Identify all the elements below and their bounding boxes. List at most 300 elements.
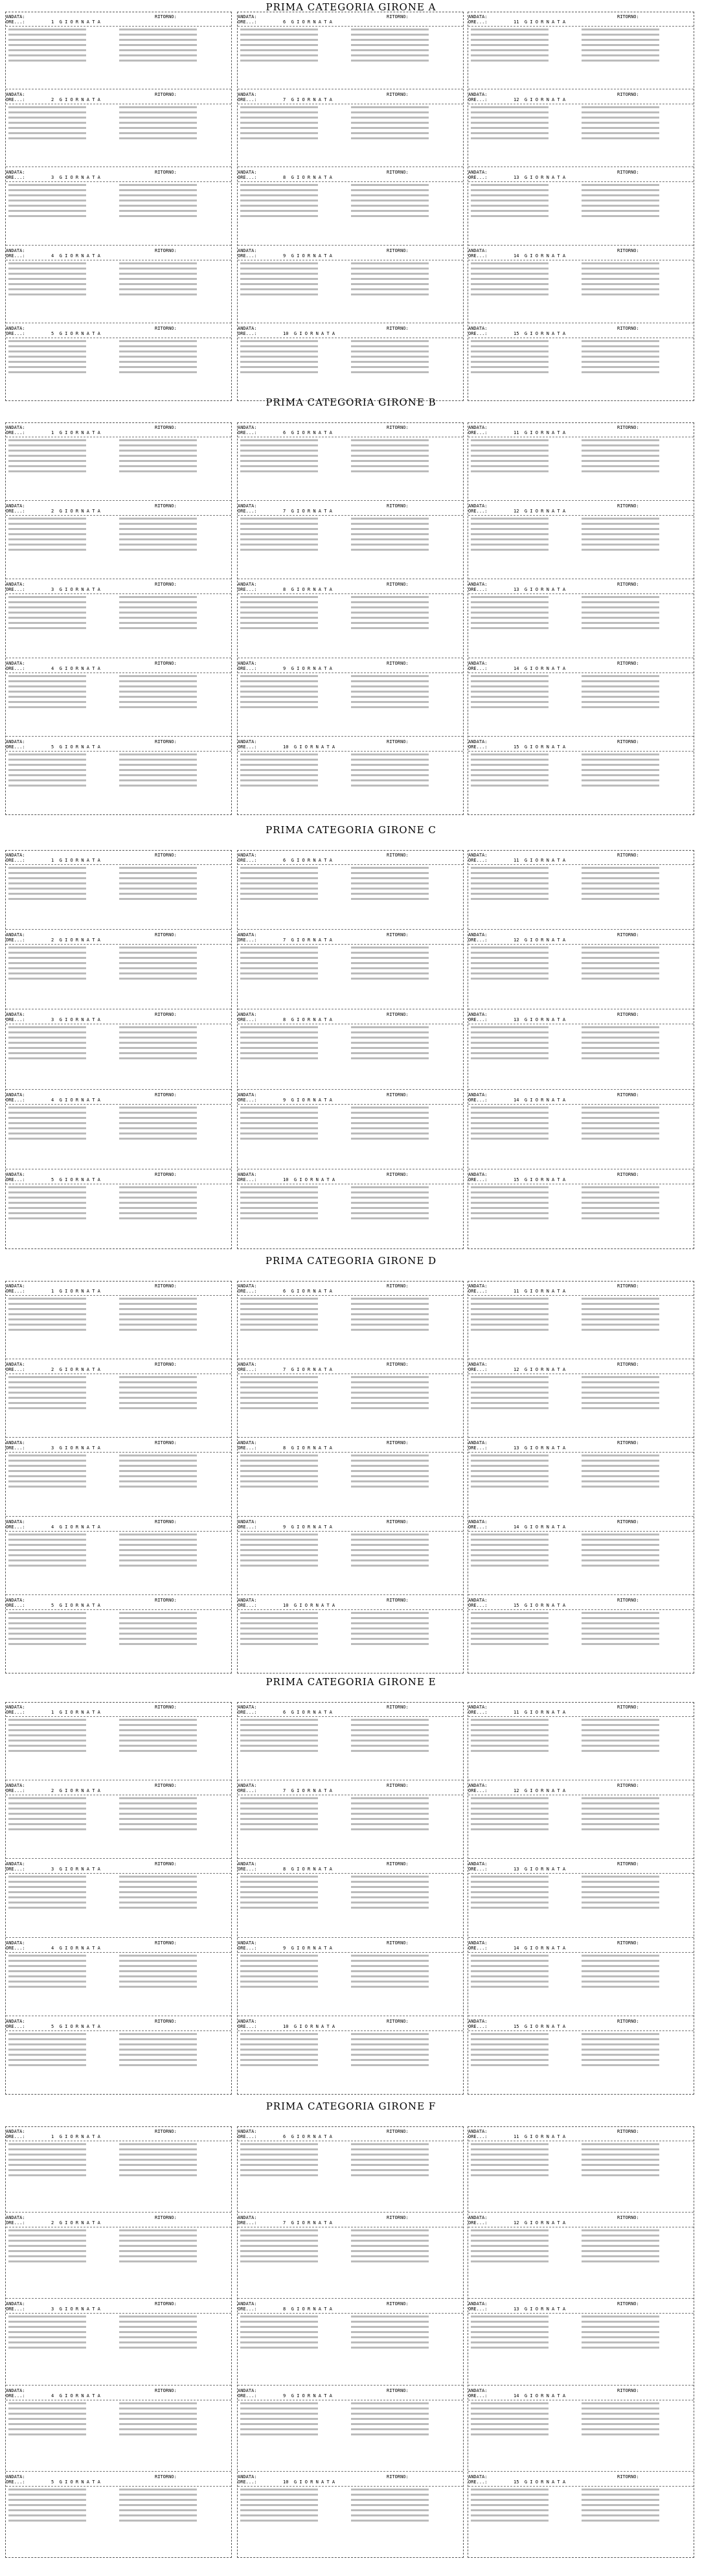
round-block bbox=[6, 2019, 231, 2095]
round-separator bbox=[6, 1295, 231, 1296]
fixture-line bbox=[119, 1112, 197, 1114]
fixture-line bbox=[351, 106, 429, 108]
fixture-line bbox=[351, 1745, 429, 1747]
fixture-line bbox=[351, 111, 429, 113]
round-separator bbox=[238, 1716, 463, 1717]
round-date-line bbox=[238, 739, 463, 744]
round-block bbox=[468, 1598, 694, 1673]
andata-label: ANDATA: bbox=[238, 1861, 257, 1867]
fixture-line bbox=[351, 2049, 429, 2051]
fixture-line bbox=[8, 1750, 86, 1752]
round-block bbox=[468, 1705, 694, 1780]
fixture-line bbox=[351, 194, 429, 196]
fixture-line bbox=[119, 1308, 197, 1310]
fixture-line bbox=[351, 691, 429, 693]
fixture-line bbox=[119, 2321, 197, 2323]
fixture-line bbox=[8, 1554, 86, 1556]
round-title-line bbox=[6, 430, 231, 435]
fixture-line bbox=[471, 2154, 549, 2156]
fixture-line bbox=[471, 2408, 549, 2409]
round-title-line bbox=[6, 937, 231, 943]
round-title: 5 G I O R N A T A bbox=[51, 330, 100, 336]
round-block bbox=[238, 170, 463, 245]
fixture-line bbox=[582, 1907, 659, 1909]
andata-label: ANDATA: bbox=[6, 1012, 25, 1018]
fixture-line bbox=[351, 2341, 429, 2343]
fixture-line bbox=[119, 1402, 197, 1404]
round-date-line bbox=[468, 14, 694, 19]
fixture-line bbox=[119, 1802, 197, 1804]
fixture-line bbox=[119, 2341, 197, 2343]
fixtures-column bbox=[5, 12, 232, 401]
fixture-line bbox=[471, 1217, 549, 1219]
fixture-line bbox=[582, 888, 659, 890]
fixture-line bbox=[8, 1107, 86, 1109]
fixture-line bbox=[8, 1057, 86, 1059]
fixture-line bbox=[351, 1486, 429, 1488]
fixture-line bbox=[471, 132, 549, 134]
fixture-line bbox=[351, 1480, 429, 1482]
fixtures-column bbox=[5, 2126, 232, 2558]
round-title-line bbox=[468, 430, 694, 435]
round-title-line bbox=[238, 744, 463, 750]
fixture-line bbox=[351, 2418, 429, 2420]
fixture-line bbox=[8, 1042, 86, 1044]
orario-label: ORE...: bbox=[468, 2023, 488, 2029]
fixture-line bbox=[119, 1186, 197, 1188]
andata-label: ANDATA: bbox=[238, 1519, 257, 1524]
ritorno-label: RITORNO: bbox=[387, 1783, 409, 1789]
fixture-line bbox=[8, 293, 86, 295]
fixture-line bbox=[351, 1719, 429, 1721]
round-divider bbox=[6, 500, 231, 501]
fixture-line bbox=[119, 470, 197, 472]
fixture-line bbox=[351, 283, 429, 285]
ritorno-label: RITORNO: bbox=[155, 1597, 177, 1603]
fixture-line bbox=[471, 2169, 549, 2171]
fixture-line bbox=[351, 1622, 429, 1624]
fixture-line bbox=[8, 470, 86, 472]
round-title: 4 G I O R N A T A bbox=[51, 1097, 100, 1103]
fixture-line bbox=[351, 293, 429, 295]
fixture-line bbox=[119, 2255, 197, 2257]
fixture-line bbox=[471, 283, 549, 285]
fixture-line bbox=[351, 2154, 429, 2156]
round-date-line bbox=[238, 2388, 463, 2393]
round-title: 10 G I O R N A T A bbox=[283, 2479, 335, 2485]
round-date-line bbox=[6, 92, 231, 97]
fixture-line bbox=[582, 1386, 659, 1388]
round-date-line bbox=[238, 932, 463, 937]
fixture-line bbox=[119, 106, 197, 108]
fixture-line bbox=[240, 1475, 318, 1477]
round-title-line bbox=[238, 2134, 463, 2139]
fixture-line bbox=[582, 2174, 659, 2176]
round-block bbox=[238, 1283, 463, 1359]
fixture-line bbox=[471, 2514, 549, 2516]
fixture-line bbox=[351, 1981, 429, 1983]
fixture-line bbox=[471, 2402, 549, 2404]
fixture-line bbox=[351, 1455, 429, 1456]
round-title-line bbox=[468, 587, 694, 592]
round-title: 8 G I O R N A T A bbox=[283, 1867, 332, 1872]
fixture-line bbox=[8, 2331, 86, 2333]
ritorno-label: RITORNO: bbox=[617, 1783, 639, 1789]
fixture-line bbox=[240, 2154, 318, 2156]
fixture-line bbox=[240, 1886, 318, 1888]
andata-label: ANDATA: bbox=[238, 170, 257, 176]
fixture-line bbox=[119, 1217, 197, 1219]
fixture-line bbox=[8, 1729, 86, 1731]
fixture-line bbox=[8, 2164, 86, 2166]
fixture-line bbox=[119, 2520, 197, 2522]
fixture-line bbox=[8, 2433, 86, 2435]
fixture-line bbox=[240, 2341, 318, 2343]
round-title-line bbox=[6, 744, 231, 750]
fixture-line bbox=[471, 1633, 549, 1635]
fixture-line bbox=[351, 601, 429, 603]
round-title-line bbox=[238, 587, 463, 592]
round-date-line bbox=[238, 1172, 463, 1177]
fixture-line bbox=[8, 617, 86, 619]
orario-label: ORE...: bbox=[6, 1097, 25, 1103]
fixture-line bbox=[351, 2169, 429, 2171]
orario-label: ORE...: bbox=[238, 1710, 257, 1715]
round-title: 7 G I O R N A T A bbox=[283, 97, 332, 103]
fixture-line bbox=[351, 882, 429, 884]
ritorno-label: RITORNO: bbox=[617, 2129, 639, 2134]
round-title-line bbox=[238, 1445, 463, 1451]
round-date-line bbox=[238, 92, 463, 97]
fixture-line bbox=[471, 774, 549, 776]
fixture-line bbox=[582, 596, 659, 598]
fixture-line bbox=[582, 1559, 659, 1561]
fixture-line bbox=[351, 1750, 429, 1752]
fixture-line bbox=[471, 2316, 549, 2317]
fixture-line bbox=[351, 1907, 429, 1909]
andata-label: ANDATA: bbox=[238, 932, 257, 938]
round-block bbox=[6, 1861, 231, 1937]
fixture-line bbox=[8, 1965, 86, 1967]
orario-label: ORE...: bbox=[468, 1602, 488, 1608]
fixture-line bbox=[351, 1729, 429, 1731]
round-block bbox=[468, 1940, 694, 2016]
ritorno-label: RITORNO: bbox=[387, 1519, 409, 1524]
fixture-line bbox=[582, 345, 659, 347]
fixture-line bbox=[471, 957, 549, 959]
fixture-line bbox=[351, 2316, 429, 2317]
fixture-line bbox=[119, 2336, 197, 2338]
fixture-line bbox=[351, 200, 429, 201]
fixture-line bbox=[351, 470, 429, 472]
round-separator bbox=[6, 944, 231, 945]
fixture-line bbox=[240, 117, 318, 119]
fixture-line bbox=[351, 1052, 429, 1054]
andata-label: ANDATA: bbox=[238, 2018, 257, 2024]
fixture-line bbox=[582, 1797, 659, 1799]
fixture-line bbox=[471, 293, 549, 295]
fixture-line bbox=[471, 2049, 549, 2051]
round-date-line bbox=[238, 1519, 463, 1524]
group-title: PRIMA CATEGORIA GIRONE F bbox=[266, 2100, 436, 2112]
fixture-line bbox=[351, 1612, 429, 1614]
andata-label: ANDATA: bbox=[6, 1171, 25, 1177]
round-title-line bbox=[6, 1445, 231, 1451]
round-title-line bbox=[468, 2479, 694, 2485]
fixture-line bbox=[351, 1802, 429, 1804]
round-title-line bbox=[238, 666, 463, 671]
fixture-line bbox=[582, 2347, 659, 2349]
fixture-line bbox=[471, 470, 549, 472]
fixture-line bbox=[351, 1298, 429, 1300]
fixture-line bbox=[471, 1539, 549, 1541]
fixture-line bbox=[119, 523, 197, 525]
fixture-line bbox=[119, 1965, 197, 1967]
fixture-line bbox=[119, 356, 197, 358]
ritorno-label: RITORNO: bbox=[617, 1597, 639, 1603]
fixture-line bbox=[351, 2494, 429, 2496]
fixture-line bbox=[119, 1986, 197, 1988]
round-block bbox=[238, 853, 463, 930]
fixture-line bbox=[119, 137, 197, 139]
fixture-line bbox=[119, 769, 197, 771]
round-title: 10 G I O R N A T A bbox=[283, 744, 335, 750]
orario-label: ORE...: bbox=[238, 1867, 257, 1872]
round-title-line bbox=[238, 1603, 463, 1608]
round-block bbox=[238, 1362, 463, 1438]
fixture-line bbox=[119, 1808, 197, 1810]
fixture-line bbox=[8, 1112, 86, 1114]
fixture-line bbox=[8, 2326, 86, 2328]
fixture-line bbox=[471, 1975, 549, 1977]
fixture-line bbox=[582, 2413, 659, 2415]
fixture-line bbox=[8, 1823, 86, 1825]
fixture-line bbox=[471, 1970, 549, 1972]
fixture-line bbox=[8, 1638, 86, 1640]
round-divider bbox=[468, 1437, 694, 1438]
fixture-line bbox=[351, 127, 429, 129]
fixture-line bbox=[8, 127, 86, 129]
round-title-line bbox=[6, 666, 231, 671]
fixture-line bbox=[8, 194, 86, 196]
fixture-line bbox=[582, 967, 659, 969]
fixture-line bbox=[351, 538, 429, 540]
fixture-line bbox=[471, 1138, 549, 1140]
fixture-line bbox=[8, 2054, 86, 2056]
round-block bbox=[238, 326, 463, 401]
round-date-line bbox=[238, 1705, 463, 1710]
fixture-line bbox=[471, 1470, 549, 1472]
fixture-line bbox=[582, 549, 659, 551]
fixture-line bbox=[471, 1724, 549, 1726]
fixture-line bbox=[471, 872, 549, 874]
fixture-line bbox=[119, 283, 197, 285]
fixture-line bbox=[240, 601, 318, 603]
fixture-line bbox=[471, 1745, 549, 1747]
fixture-line bbox=[8, 1544, 86, 1546]
fixture-line bbox=[471, 1534, 549, 1535]
fixture-line bbox=[471, 1740, 549, 1742]
round-block bbox=[468, 2019, 694, 2095]
round-date-line bbox=[238, 1783, 463, 1788]
fixture-line bbox=[240, 200, 318, 201]
round-title: 10 G I O R N A T A bbox=[283, 2023, 335, 2029]
fixture-line bbox=[8, 544, 86, 546]
fixture-line bbox=[471, 1565, 549, 1567]
round-block bbox=[468, 1012, 694, 1089]
fixture-line bbox=[119, 200, 197, 201]
fixture-line bbox=[582, 1381, 659, 1383]
fixture-line bbox=[8, 200, 86, 201]
fixture-line bbox=[119, 872, 197, 874]
fixture-line bbox=[119, 1031, 197, 1033]
round-title: 13 G I O R N A T A bbox=[514, 1867, 566, 1872]
fixture-line bbox=[240, 706, 318, 708]
fixture-line bbox=[119, 706, 197, 708]
andata-label: ANDATA: bbox=[238, 2474, 257, 2479]
fixture-line bbox=[582, 2154, 659, 2156]
fixture-line bbox=[471, 60, 549, 62]
fixture-line bbox=[8, 1037, 86, 1039]
fixture-line bbox=[582, 2255, 659, 2257]
fixture-line bbox=[240, 366, 318, 368]
round-block bbox=[6, 1440, 231, 1516]
andata-label: ANDATA: bbox=[6, 932, 25, 938]
fixture-line bbox=[240, 2413, 318, 2415]
fixture-line bbox=[351, 2245, 429, 2247]
round-separator bbox=[6, 1716, 231, 1717]
fixture-line bbox=[240, 356, 318, 358]
round-separator bbox=[238, 1609, 463, 1610]
round-block bbox=[468, 1440, 694, 1516]
round-block bbox=[6, 661, 231, 737]
fixture-line bbox=[240, 1902, 318, 1903]
fixture-line bbox=[351, 1896, 429, 1898]
fixture-line bbox=[240, 273, 318, 275]
andata-label: ANDATA: bbox=[468, 932, 488, 938]
fixture-line bbox=[471, 340, 549, 342]
fixture-line bbox=[351, 215, 429, 217]
fixture-line bbox=[8, 753, 86, 755]
andata-label: ANDATA: bbox=[238, 1092, 257, 1098]
fixture-line bbox=[582, 1719, 659, 1721]
round-block bbox=[6, 1012, 231, 1089]
round-date-line bbox=[6, 248, 231, 253]
andata-label: ANDATA: bbox=[6, 247, 25, 253]
fixture-line bbox=[8, 210, 86, 212]
round-date-line bbox=[468, 1783, 694, 1788]
round-title-line bbox=[468, 1289, 694, 1294]
fixture-line bbox=[582, 194, 659, 196]
fixture-line bbox=[8, 2255, 86, 2257]
fixture-line bbox=[8, 132, 86, 134]
fixture-line bbox=[8, 1392, 86, 1394]
round-title-line bbox=[468, 1445, 694, 1451]
round-block bbox=[468, 661, 694, 737]
orario-label: ORE...: bbox=[6, 1602, 25, 1608]
round-block bbox=[6, 2129, 231, 2213]
fixture-line bbox=[471, 888, 549, 890]
round-title: 9 G I O R N A T A bbox=[283, 1097, 332, 1103]
round-date-line bbox=[238, 2215, 463, 2220]
fixture-line bbox=[582, 533, 659, 535]
round-block bbox=[468, 92, 694, 167]
round-divider bbox=[238, 929, 463, 930]
fixture-line bbox=[8, 888, 86, 890]
fixture-line bbox=[471, 753, 549, 755]
fixture-line bbox=[8, 2316, 86, 2317]
round-date-line bbox=[6, 326, 231, 331]
fixture-line bbox=[240, 1622, 318, 1624]
fixture-line bbox=[240, 2174, 318, 2176]
orario-label: ORE...: bbox=[6, 1788, 25, 1794]
fixture-line bbox=[8, 2494, 86, 2496]
fixture-line bbox=[240, 2494, 318, 2496]
fixture-line bbox=[582, 1329, 659, 1331]
fixture-line bbox=[8, 1549, 86, 1551]
round-date-line bbox=[238, 425, 463, 430]
round-title: 2 G I O R N A T A bbox=[51, 1367, 100, 1373]
fixture-line bbox=[8, 1818, 86, 1820]
fixture-line bbox=[119, 39, 197, 41]
fixture-line bbox=[582, 1818, 659, 1820]
fixture-line bbox=[119, 1876, 197, 1878]
fixture-line bbox=[351, 2174, 429, 2176]
fixture-line bbox=[471, 2520, 549, 2522]
ritorno-label: RITORNO: bbox=[387, 1171, 409, 1177]
fixture-line bbox=[8, 366, 86, 368]
fixture-line bbox=[240, 627, 318, 629]
fixture-line bbox=[240, 2033, 318, 2035]
fixture-line bbox=[8, 1460, 86, 1462]
fixture-line bbox=[119, 278, 197, 280]
round-block bbox=[6, 425, 231, 501]
fixture-line bbox=[119, 2326, 197, 2328]
round-block bbox=[238, 582, 463, 658]
fixture-line bbox=[8, 1627, 86, 1629]
round-block bbox=[6, 326, 231, 401]
fixture-line bbox=[471, 877, 549, 879]
round-date-line bbox=[468, 1940, 694, 1946]
fixture-line bbox=[240, 1729, 318, 1731]
fixture-line bbox=[582, 1740, 659, 1742]
fixture-line bbox=[582, 1397, 659, 1399]
round-title: 15 G I O R N A T A bbox=[514, 1177, 566, 1182]
round-block bbox=[238, 1861, 463, 1937]
ritorno-label: RITORNO: bbox=[617, 92, 639, 98]
fixture-line bbox=[8, 1207, 86, 1209]
fixture-line bbox=[471, 29, 549, 30]
fixture-line bbox=[351, 1638, 429, 1640]
fixture-line bbox=[240, 262, 318, 264]
round-title: 3 G I O R N A T A bbox=[51, 1445, 100, 1451]
fixture-line bbox=[240, 1828, 318, 1830]
fixture-line bbox=[582, 351, 659, 352]
round-date-line bbox=[238, 1283, 463, 1289]
fixture-line bbox=[471, 200, 549, 201]
fixture-line bbox=[240, 606, 318, 608]
fixture-line bbox=[240, 2245, 318, 2247]
fixture-line bbox=[119, 1554, 197, 1556]
andata-label: ANDATA: bbox=[6, 14, 25, 19]
round-date-line bbox=[6, 1362, 231, 1367]
round-block bbox=[238, 425, 463, 501]
fixture-line bbox=[240, 696, 318, 698]
fixture-line bbox=[351, 1465, 429, 1467]
fixture-line bbox=[471, 1960, 549, 1962]
round-block bbox=[6, 932, 231, 1009]
fixture-line bbox=[8, 1643, 86, 1645]
